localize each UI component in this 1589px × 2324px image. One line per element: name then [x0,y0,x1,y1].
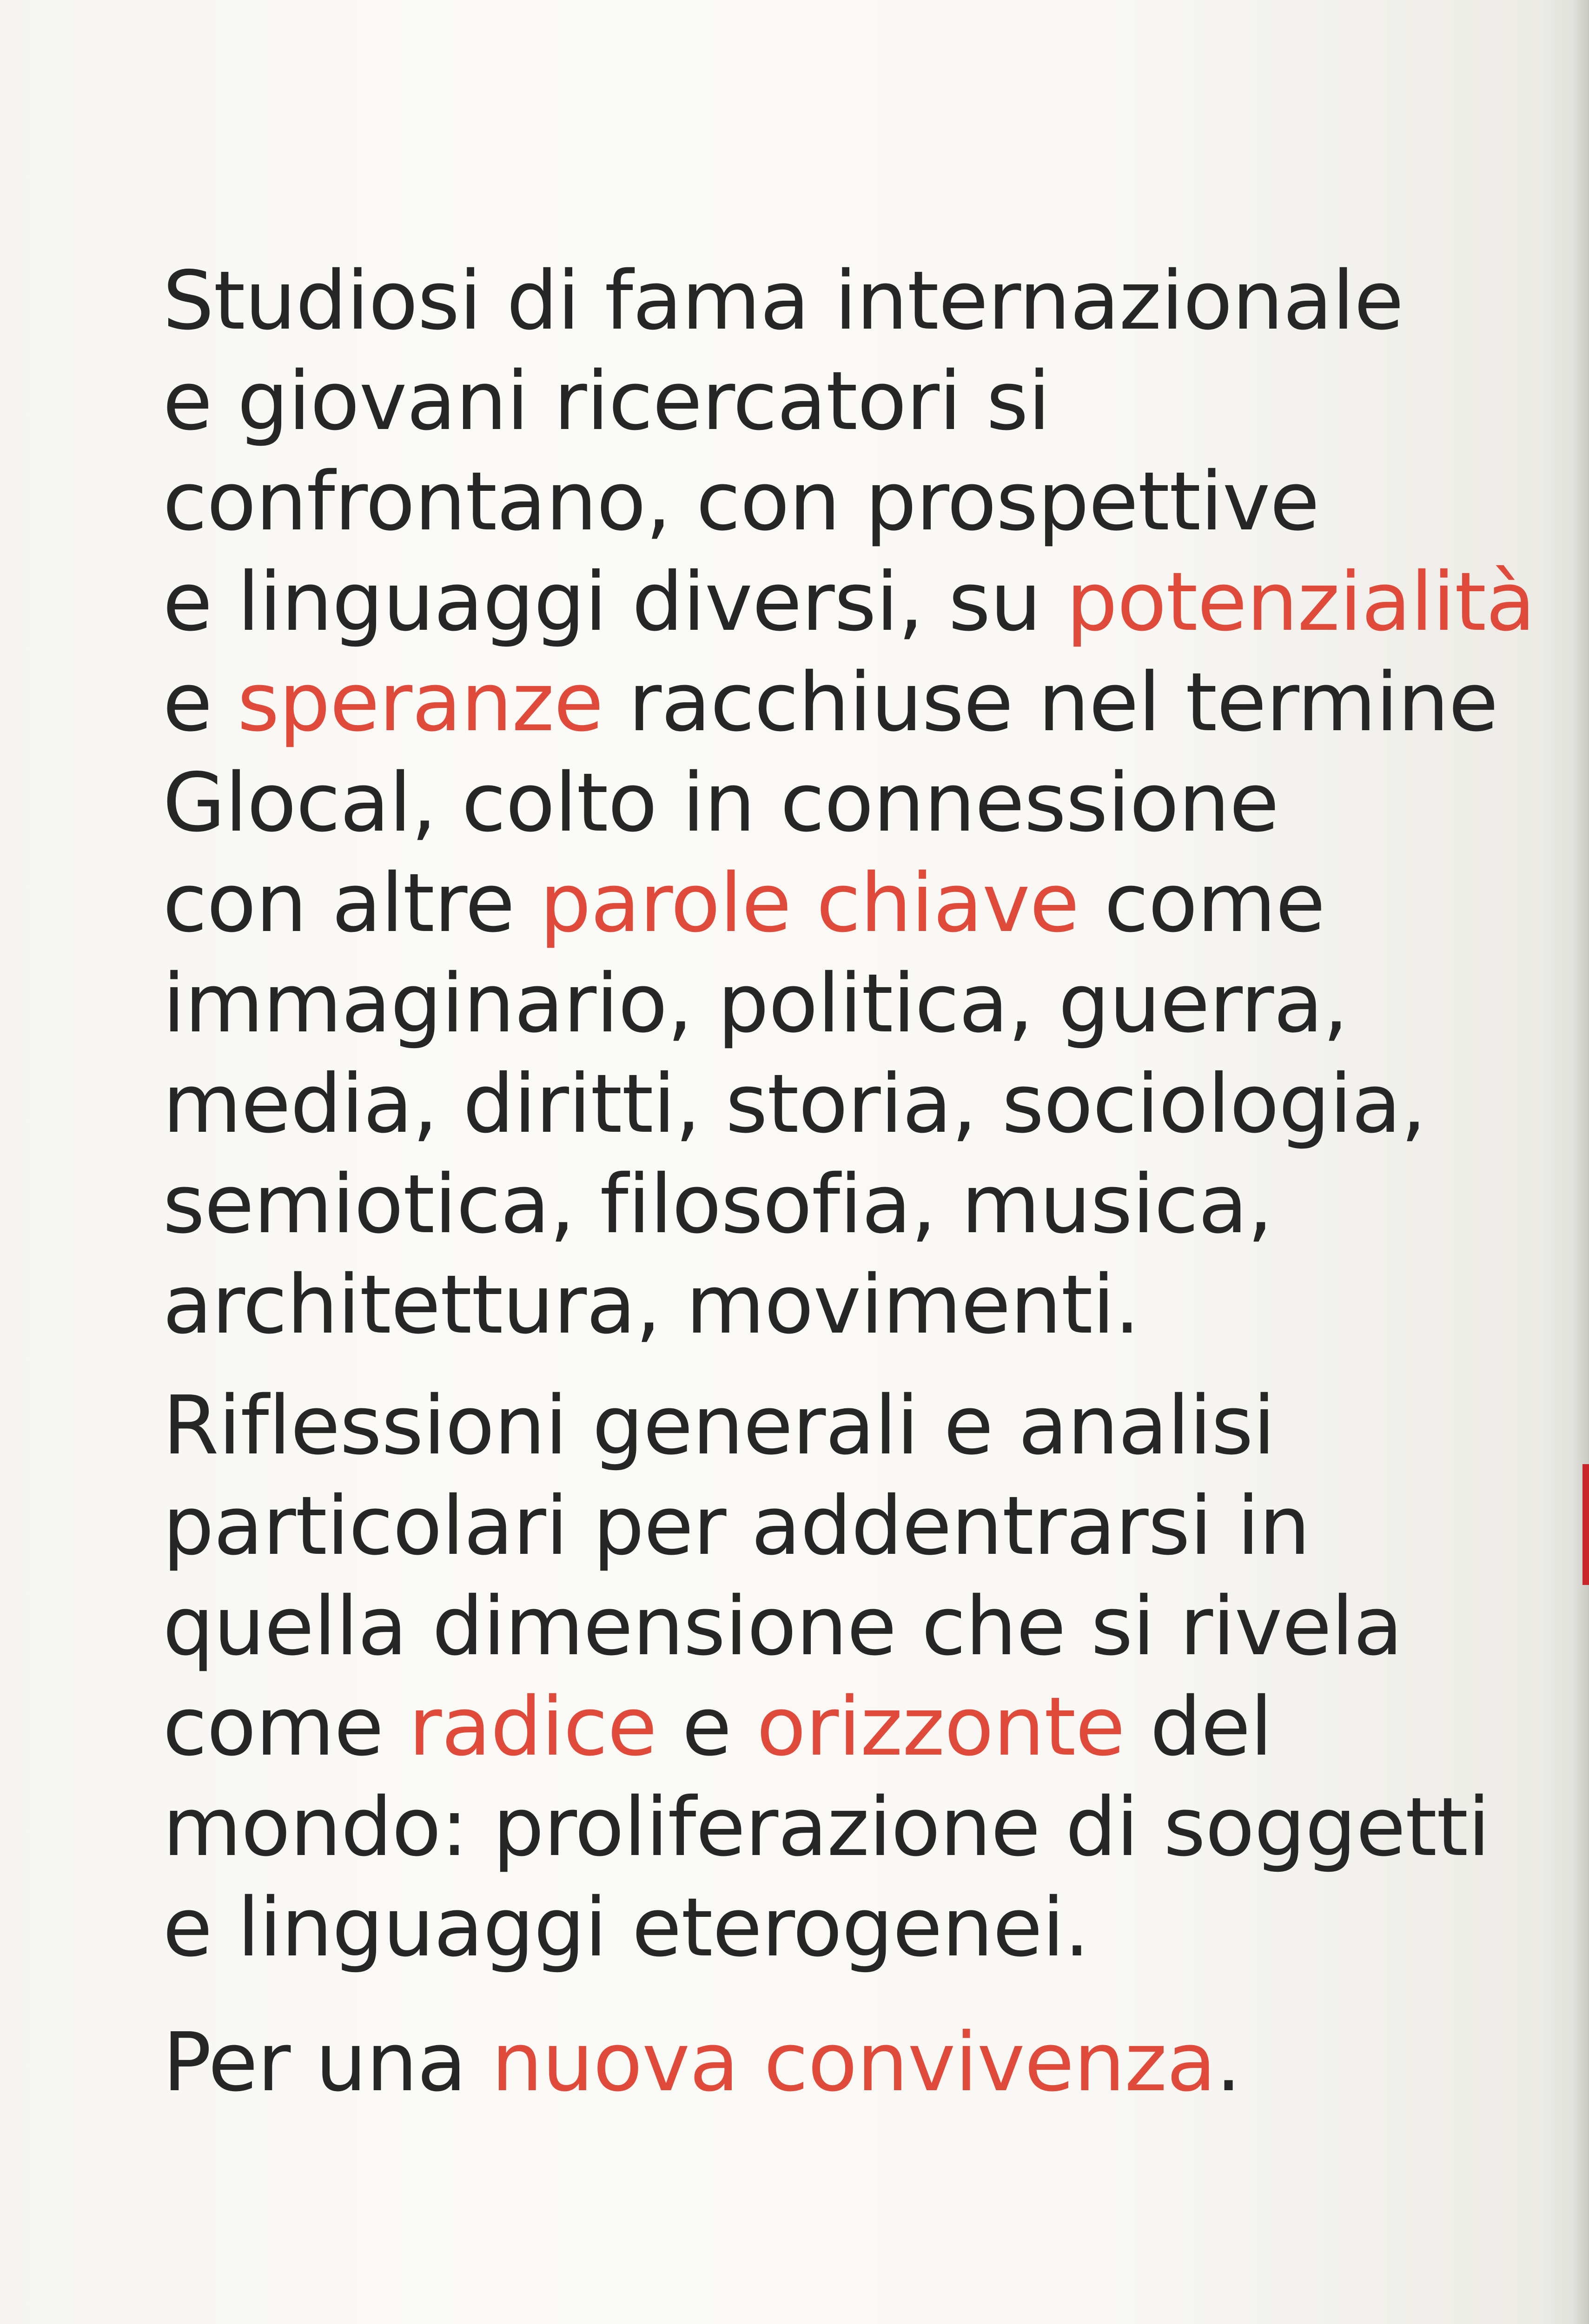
text-line [163,552,1535,653]
text-segment: Glocal, colto in connessione [163,756,1279,850]
text-segment: Per una [163,2015,492,2110]
text-line [163,954,1511,1054]
text-segment: confrontano, con prospettive [163,455,1319,549]
text-segment: come [163,1680,409,1774]
text-line [163,2013,1511,2113]
text-segment: media, diritti, storia, sociologia, [163,1057,1426,1151]
highlighted-phrase: speranze [237,655,603,750]
blurb-paragraph-2 [163,1376,1511,1978]
text-line [163,1255,1511,1355]
text-line [163,1878,1511,1978]
text-line [163,351,1511,452]
text-line [163,853,1511,954]
text-segment: e linguaggi diversi, su [163,555,1066,649]
text-segment: semiotica, filosofia, musica, [163,1157,1273,1252]
text-segment: come [1079,856,1325,951]
text-segment: immaginario, politica, guerra, [163,957,1348,1051]
spine-red-mark [1582,1464,1589,1585]
text-line [163,1476,1511,1577]
text-line [163,1155,1511,1255]
highlighted-phrase: parole chiave [539,856,1079,951]
text-segment: e linguaggi eterogenei. [163,1881,1090,1975]
text-segment: con altre [163,856,540,951]
text-segment: e [656,1680,757,1774]
text-segment: architettura, movimenti. [163,1258,1140,1352]
highlighted-phrase: radice [408,1680,657,1774]
text-segment: e giovani ricercatori si [163,354,1050,449]
text-segment: Riflessioni generali e analisi [163,1379,1275,1473]
highlighted-phrase: potenzialità [1066,555,1535,649]
text-line [163,753,1511,853]
text-line [163,653,1511,753]
blurb-paragraph-3 [163,2013,1511,2113]
text-line [163,251,1511,351]
text-segment: particolari per addentrarsi in [163,1479,1310,1573]
text-segment: . [1216,2015,1241,2110]
text-line [163,1376,1511,1476]
spine-edge [1572,0,1589,2324]
text-line [163,1577,1511,1677]
text-segment: racchiuse nel termine [603,655,1498,750]
text-segment: Studiosi di fama internazionale [163,254,1404,348]
text-line [163,1677,1511,1777]
highlighted-phrase: orizzonte [756,1680,1125,1774]
text-segment: del [1125,1680,1272,1774]
text-segment: mondo: proliferazione di soggetti [163,1780,1490,1875]
text-line [163,1054,1511,1155]
text-line [163,452,1511,552]
blurb-paragraph-1 [163,251,1535,1355]
highlighted-phrase: nuova convivenza [491,2015,1216,2110]
text-segment: quella dimensione che si rivela [163,1579,1403,1674]
text-line [163,1777,1511,1878]
text-segment: e [163,655,238,750]
